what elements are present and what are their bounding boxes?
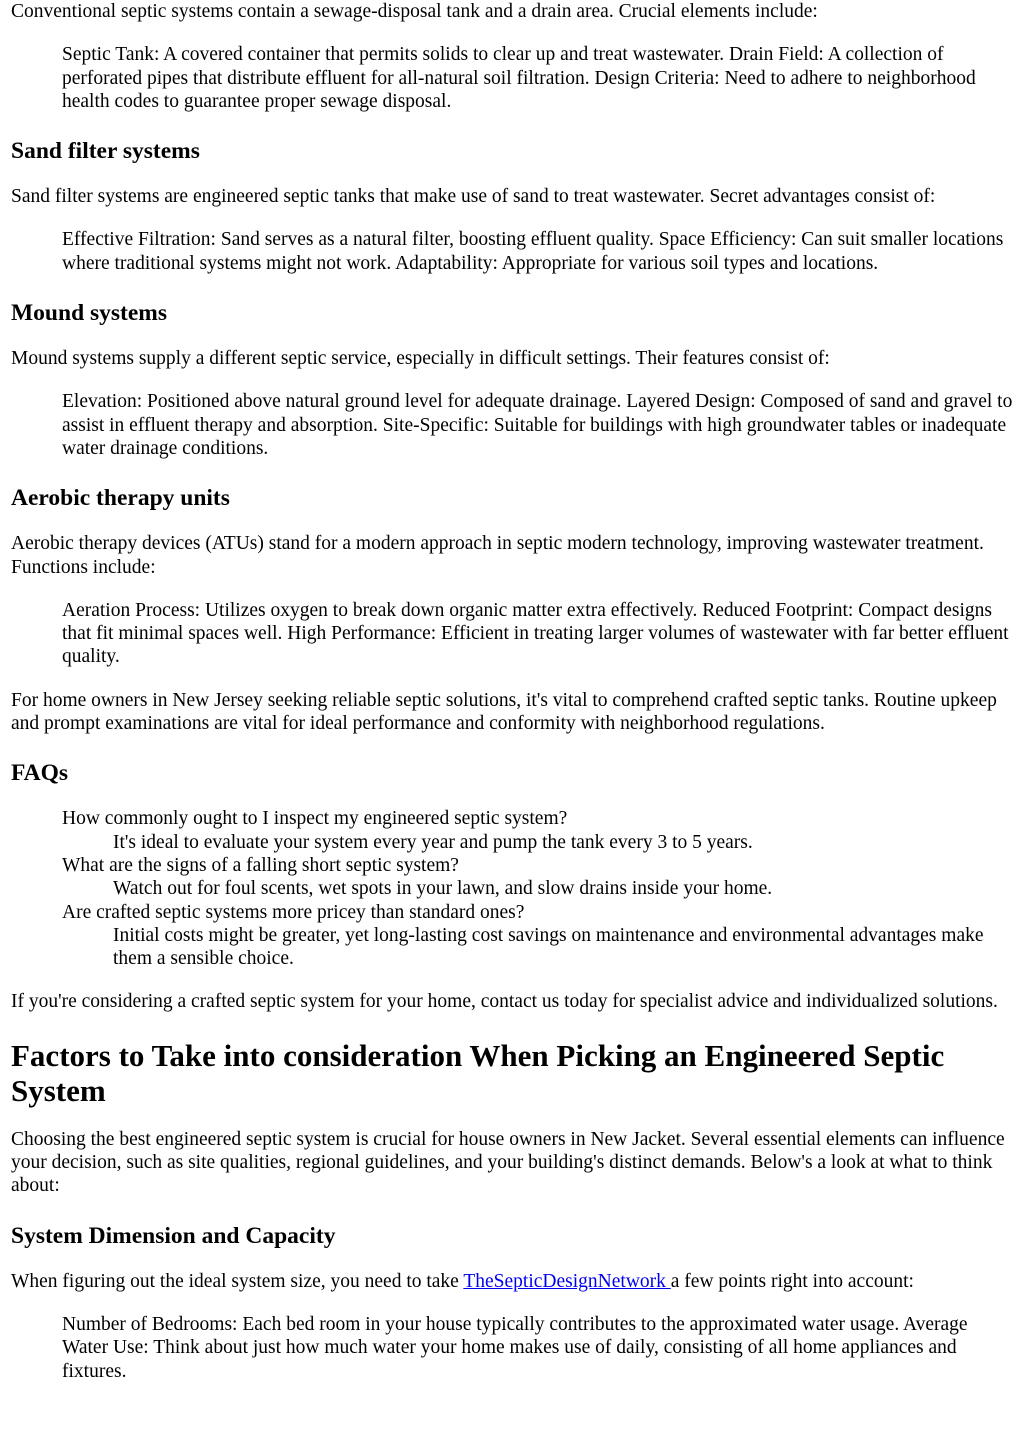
size-details: Number of Bedrooms: Each bed room in your house typically contributes to the approximated water usage. Average Water Use: Think about just how much water your home makes use of daily, consisting of all home appliances and fixtures. xyxy=(62,1313,968,1382)
contact-paragraph: If you're considering a crafted septic system for your home, contact us today for specialist advice and individualized solutions. xyxy=(11,991,998,1013)
aerobic-details: Aeration Process: Utilizes oxygen to break down organic matter extra effectively. Reduced Footprint: Compact designs that fit minimal spaces well. High Performance: Efficient in treating larger volumes of wastewater with far better effluent quality. xyxy=(62,599,1009,668)
size-paragraph xyxy=(11,1270,1014,1293)
sand-heading: Sand filter systems xyxy=(11,138,200,165)
aerobic-heading: Aerobic therapy units xyxy=(11,485,230,512)
faq-question: Are crafted septic systems more pricey than standard ones? xyxy=(62,901,525,923)
faq-answer: Initial costs might be greater, yet long-lasting cost savings on maintenance and environmental advantages make them a sensible choice. xyxy=(113,924,984,970)
factors-paragraph: Choosing the best engineered septic system is crucial for house owners in New Jacket. Several essential elements can influence your decision, such as site qualities, regional guidelines, and your building's distinct demands. Below's a look at what to think about: xyxy=(11,1128,1005,1197)
intro-details: Septic Tank: A covered container that permits solids to clear up and treat wastewater. Drain Field: A collection of perforated pipes that distribute effluent for all-natural soil filtration. Design Criteria: Need to adhere to neighborhood health codes to guarantee proper sewage disposal. xyxy=(62,44,976,112)
sand-details: Effective Filtration: Sand serves as a natural filter, boosting effluent quality. Space Efficiency: Can suit smaller locations where traditional systems might not work. Adaptability: Appropriate for various soil types and locations. xyxy=(62,229,1004,274)
faq-question: What are the signs of a falling short septic system? xyxy=(62,854,459,876)
faq-answer: Watch out for foul scents, wet spots in your lawn, and slow drains inside your home. xyxy=(113,878,773,900)
faq-list xyxy=(11,807,1014,970)
faq-question: How commonly ought to I inspect my engineered septic system? xyxy=(62,808,568,830)
faqs-heading: FAQs xyxy=(11,760,69,787)
aerobic-paragraph: Aerobic therapy devices (ATUs) stand for a modern approach in septic modern technology, improving wastewater treatment. Functions include: xyxy=(11,533,984,578)
faq-answer: It's ideal to evaluate your system every year and pump the tank every 3 to 5 years. xyxy=(113,831,753,853)
septic-design-network-link[interactable]: TheSepticDesignNetwork xyxy=(463,1270,671,1292)
sand-paragraph: Sand filter systems are engineered septic tanks that make use of sand to treat wastewater. Secret advantages consist of: xyxy=(11,186,936,208)
intro-paragraph: Conventional septic systems contain a sewage-disposal tank and a drain area. Crucial elements include: xyxy=(11,1,818,22)
factors-heading: Factors to Take into consideration When Picking an Engineered Septic System xyxy=(11,1037,945,1108)
size-heading: System Dimension and Capacity xyxy=(11,1222,336,1249)
nj-paragraph: For home owners in New Jersey seeking reliable septic solutions, it's vital to comprehend crafted septic tanks. Routine upkeep and prompt examinations are vital for ideal performance and conformity with neighborhood regulations. xyxy=(11,689,997,735)
size-text-before: When figuring out the ideal system size, you need to take xyxy=(11,1270,464,1292)
mound-details: Elevation: Positioned above natural ground level for adequate drainage. Layered Design: Composed of sand and gravel to assist in effluent therapy and absorption. Site-Specific: Suitable for buildings with high groundwater tables or inadequate water drainage conditions. xyxy=(62,391,1013,459)
mound-heading: Mound systems xyxy=(11,300,168,327)
size-text-after: a few points right into account: xyxy=(670,1270,914,1292)
mound-paragraph: Mound systems supply a different septic service, especially in difficult settings. Their features consist of: xyxy=(11,348,830,370)
